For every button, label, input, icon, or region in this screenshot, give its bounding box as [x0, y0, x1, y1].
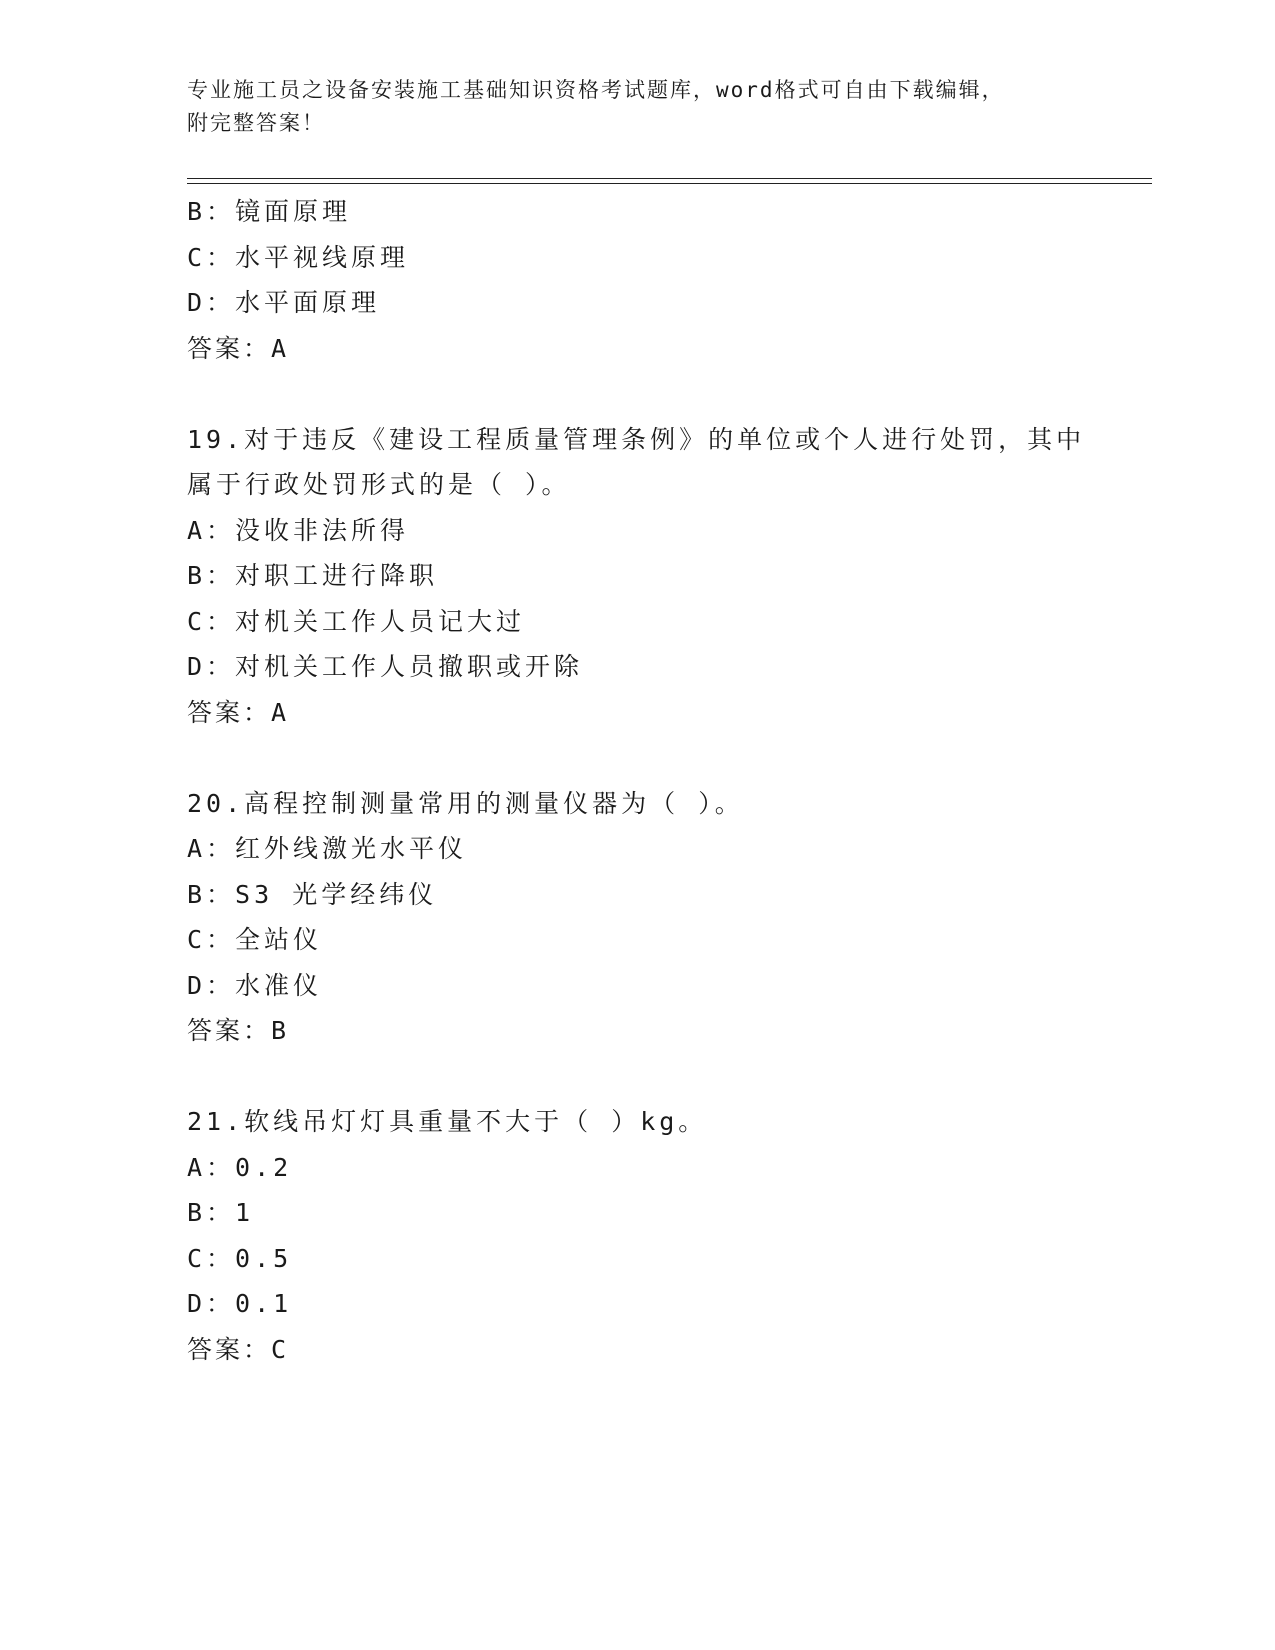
answer-line: 答案：C — [187, 1334, 290, 1364]
header-divider-bottom — [187, 183, 1152, 184]
option-b: B：1 — [187, 1198, 255, 1227]
question-stem: 21.软线吊灯灯具重量不大于（ ）kg。 — [187, 1107, 708, 1136]
option-c: C：对机关工作人员记大过 — [187, 606, 526, 636]
header-line-2: 附完整答案！ — [187, 111, 325, 135]
option-c: C：水平视线原理 — [187, 242, 410, 272]
spacer — [187, 371, 1107, 417]
option-a: A：红外线激光水平仪 — [187, 834, 468, 863]
option-b: B：镜面原理 — [187, 197, 352, 226]
document-header — [187, 74, 1087, 140]
option-b: B：对职工进行降职 — [187, 561, 439, 590]
header-line-1: 专业施工员之设备安装施工基础知识资格考试题库，word格式可自由下载编辑， — [187, 78, 1005, 102]
question-block-continued — [187, 189, 1107, 371]
option-c: C：0.5 — [187, 1243, 293, 1273]
option-a: A：没收非法所得 — [187, 515, 410, 545]
option-c: C：全站仪 — [187, 925, 323, 954]
option-d: D：0.1 — [187, 1289, 293, 1318]
header-divider-top — [187, 178, 1152, 179]
question-stem-continued: 属于行政处罚形式的是（ ）。 — [187, 470, 571, 499]
option-d: D：对机关工作人员撤职或开除 — [187, 652, 584, 681]
option-a: A：0.2 — [187, 1152, 293, 1182]
question-block-20 — [187, 781, 1107, 1054]
question-block-21 — [187, 1099, 1107, 1372]
option-b: B：S3 光学经纬仪 — [187, 879, 438, 909]
answer-line: 答案：B — [187, 1016, 290, 1045]
answer-line: 答案：A — [187, 697, 290, 727]
question-stem: 19.对于违反《建设工程质量管理条例》的单位或个人进行处罚，其中 — [187, 424, 1086, 454]
question-block-19 — [187, 417, 1107, 736]
answer-line: 答案：A — [187, 333, 290, 363]
question-stem: 20.高程控制测量常用的测量仪器为（ ）。 — [187, 788, 744, 818]
option-d: D：水平面原理 — [187, 288, 381, 317]
spacer — [187, 1054, 1107, 1100]
spacer — [187, 735, 1107, 781]
option-d: D：水准仪 — [187, 970, 323, 1000]
question-list — [187, 189, 1107, 1372]
